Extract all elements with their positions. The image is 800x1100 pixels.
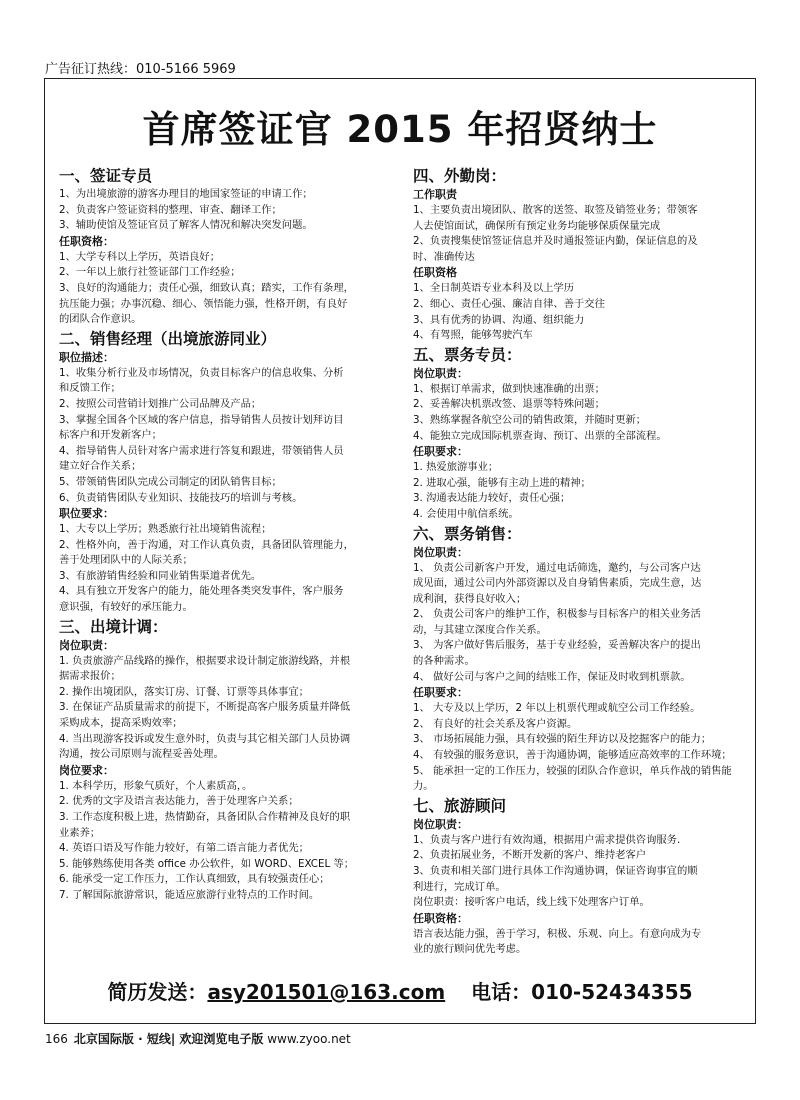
section-heading: 三、出境计调： — [59, 617, 168, 636]
text-line: 4、能独立完成国际机票查询、预订、出票的全部流程。 — [413, 429, 667, 442]
section-heading: 四、外勤岗： — [413, 167, 507, 185]
text-line: 的团队合作意识。 — [59, 313, 142, 326]
text-line: 1. 负责旅游产品线路的操作，根据要求设计制定旅游线路，并根 — [59, 654, 351, 667]
resume-label: 简历发送： — [107, 980, 208, 1004]
ad-title: 首席签证官 2015 年招贤纳士 — [142, 108, 658, 151]
text-line: 3、良好的沟通能力；责任心强，细致认真；踏实，工作有条理， — [59, 281, 354, 294]
text-line: 3、具有优秀的协调、沟通、组织能力 — [413, 313, 585, 326]
subsection-heading: 任职资格： — [413, 911, 468, 925]
text-line: 力。 — [413, 780, 434, 793]
section-heading: 一、签证专员 — [59, 167, 153, 185]
text-line: 2、 负责公司客户的维护工作，积极参与目标客户的相关业务活 — [413, 608, 701, 621]
text-line: 2. 操作出境团队，落实订房、订餐、订票等具体事宜； — [59, 685, 309, 698]
phone-label: 电话： — [471, 980, 532, 1004]
text-line: 4. 会使用中航信系统。 — [413, 507, 519, 520]
text-line: 2、按照公司营销计划推广公司品牌及产品； — [59, 397, 262, 410]
contact-email[interactable]: asy201501@163.com — [207, 980, 446, 1004]
subsection-heading: 岗位职责： — [59, 638, 114, 652]
recruitment-ad-frame — [44, 78, 756, 1024]
text-line: 7. 了解国际旅游常识，能适应旅游行业特点的工作时间。 — [59, 888, 320, 901]
text-line: 4、有驾照，能够驾驶汽车 — [413, 329, 533, 342]
website-link[interactable]: www.zyoo.net — [267, 1032, 351, 1046]
text-line: 善于处理团队中的人际关系； — [59, 554, 193, 567]
section-heading: 五、票务专员： — [413, 345, 522, 364]
text-line: 2、性格外向，善于沟通，对工作认真负责，具备团队管理能力， — [59, 538, 354, 551]
text-line: 2. 进取心强，能够有主动上进的精神； — [413, 476, 591, 489]
text-line: 业的旅行顾问优先考虑。 — [413, 943, 527, 956]
text-line: 1、全日制英语专业本科及以上学历 — [413, 282, 575, 295]
text-line: 2、负责搜集使馆签证信息并及时通报签证内勤，保证信息的及 — [413, 235, 698, 248]
section-heading: 七、旅游顾问 — [413, 796, 507, 815]
text-line: 时、准确传达 — [413, 250, 475, 263]
subsection-heading: 任职资格： — [59, 234, 114, 248]
text-line: 1、收集分析行业及市场情况，负责目标客户的信息收集、分析 — [59, 366, 344, 379]
text-line: 据需求报价； — [59, 670, 121, 683]
text-line: 和反馈工作； — [59, 382, 121, 395]
text-line: 2、 有良好的社会关系及客户资源。 — [413, 717, 578, 730]
subsection-heading: 任职要求： — [413, 445, 468, 459]
section-heading: 二、销售经理（出境旅游同业） — [59, 329, 277, 348]
text-line: 岗位职责：接听客户电话，线上线下处理客户订单。 — [413, 896, 650, 909]
text-line: 人去使馆面试，确保所有预定业务均能够保质保量完成 — [413, 219, 661, 232]
text-line: 6. 能承受一定工作压力，工作认真细致，具有较强责任心； — [59, 873, 330, 886]
text-line: 3. 工作态度积极上进，热情勤奋，具备团队合作精神及良好的职 — [59, 811, 351, 823]
right-column — [413, 165, 745, 958]
text-line: 2、一年以上旅行社签证部门工作经验； — [59, 266, 241, 279]
text-line: 2、细心、责任心强、廉洁自律、善于交往 — [413, 297, 605, 310]
text-line: 动，与其建立深度合作关系。 — [413, 623, 547, 636]
text-line: 3、 为客户做好售后服务，基于专业经验，妥善解决客户的提出 — [413, 639, 701, 652]
text-line: 3、辅助使馆及签证官员了解客人情况和解决突发问题。 — [59, 219, 313, 232]
page-footer — [45, 1030, 351, 1047]
subsection-heading: 岗位职责： — [413, 817, 468, 831]
text-line: 1、负责与客户进行有效沟通，根据用户需求提供咨询服务. — [413, 833, 681, 846]
ad-hotline: 广告征订热线：010-5166 5969 — [45, 62, 236, 77]
text-line: 4、 有较强的服务意识，善于沟通协调，能够适应高效率的工作环境； — [413, 749, 732, 762]
text-line: 标客户和开发新客户； — [59, 429, 162, 442]
text-line: 4. 英语口语及写作能力较好，有第二语言能力者优先； — [59, 842, 309, 855]
text-line: 的各种需求。 — [413, 655, 475, 668]
page-number: 166 — [45, 1032, 68, 1046]
subsection-heading: 任职要求： — [413, 686, 468, 700]
section-heading: 六、票务销售： — [413, 524, 522, 543]
text-line: 采购成本，提高采购效率； — [59, 717, 183, 730]
text-line: 语言表达能力强，善于学习，积极、乐观、向上。有意向成为专 — [413, 927, 702, 940]
text-line: 建立好合作关系； — [59, 460, 142, 473]
text-line: 5、带领销售团队完成公司制定的团队销售目标； — [59, 475, 282, 488]
text-line: 6、负责销售团队专业知识、技能技巧的培训与考核。 — [59, 491, 303, 504]
text-line: 2、负责拓展业务，不断开发新的客户、维持老客户 — [413, 849, 647, 862]
text-line: 3、熟练掌握各航空公司的销售政策，并随时更新； — [413, 413, 647, 426]
contact-footer — [45, 976, 755, 1005]
text-line: 成见面，通过公司内外部资源以及自身销售素质，完成生意，达 — [413, 577, 702, 590]
text-line: 业素养； — [59, 826, 101, 839]
text-line: 4、 做好公司与客户之间的结账工作，保证及时收到机票款。 — [413, 670, 691, 683]
subsection-heading: 岗位要求： — [59, 763, 114, 777]
text-line: 3. 沟通表达能力较好，责任心强； — [413, 492, 571, 505]
text-line: 5. 能够熟练使用各类 office 办公软件，如 WORD、EXCEL 等； — [59, 857, 355, 870]
text-line: 3、负责和相关部门进行具体工作沟通协调，保证咨询事宜的顺 — [413, 865, 698, 877]
text-line: 3、 市场拓展能力强，具有较强的陌生拜访以及挖掘客户的能力； — [413, 733, 712, 746]
subsection-heading: 任职资格 — [413, 266, 457, 280]
text-line: 成利润，获得良好收入； — [413, 592, 527, 605]
text-line: 4、指导销售人员针对客户需求进行答复和跟进，带领销售人员 — [59, 444, 344, 457]
subsection-heading: 岗位职责： — [413, 545, 468, 559]
text-line: 1、 负责公司新客户开发，通过电话筛选，邀约，与公司客户达 — [413, 561, 701, 574]
subsection-heading: 职位要求： — [59, 507, 114, 521]
publication-name: 北京国际版 · 短线| 欢迎浏览电子版 — [73, 1032, 264, 1046]
text-line: 3. 在保证产品质量需求的前提下，不断提高客户服务质量并降低 — [59, 701, 351, 714]
text-line: 沟通，按公司原则与流程妥善处理。 — [59, 748, 224, 761]
text-line: 利进行，完成订单。 — [413, 880, 506, 893]
text-line: 意识强，有较好的承压能力。 — [59, 601, 193, 614]
text-line: 1、 大专及以上学历，2 年以上机票代理或航空公司工作经验。 — [413, 702, 701, 715]
text-line: 1、大专以上学历；熟悉旅行社出境销售流程； — [59, 523, 272, 536]
text-line: 1. 热爱旅游事业； — [413, 461, 499, 474]
text-line: 1、根据订单需求，做到快速准确的出票； — [413, 382, 605, 395]
contact-phone: 010-52434355 — [531, 980, 693, 1004]
text-line: 抗压能力强；办事沉稳、细心、领悟能力强，性格开朗，有良好 — [59, 297, 348, 310]
text-line: 2、妥善解决机票改签、退票等特殊问题； — [413, 398, 605, 411]
text-line: 3、有旅游销售经验和同业销售渠道者优先。 — [59, 569, 262, 582]
text-line: 1、主要负责出境团队、散客的送签、取签及销签业务；带领客 — [413, 204, 698, 216]
text-line: 1、为出境旅游的游客办理目的地国家签证的申请工作； — [59, 188, 313, 200]
text-line: 1. 本科学历，形象气质好，个人素质高，。 — [59, 779, 253, 792]
left-column — [59, 165, 405, 904]
text-line: 4. 当出现游客投诉或发生意外时，负责与其它相关部门人员协调 — [59, 732, 351, 745]
subsection-heading: 职位描述： — [59, 350, 114, 364]
subsection-heading: 岗位职责： — [413, 366, 468, 380]
text-line: 5、 能承担一定的工作压力，较强的团队合作意识，单兵作战的销售能 — [413, 764, 732, 777]
subsection-heading: 工作职责 — [413, 188, 457, 201]
text-line: 2、负责客户签证资料的整理、审查、翻译工作； — [59, 203, 282, 216]
text-line: 4、具有独立开发客户的能力，能处理各类突发事件，客户服务 — [59, 585, 344, 598]
text-line: 3、掌握全国各个区域的客户信息，指导销售人员按计划拜访目 — [59, 413, 344, 426]
text-line: 2. 优秀的文字及语言表达能力，善于处理客户关系； — [59, 795, 299, 808]
text-line: 1、大学专科以上学历，英语良好； — [59, 250, 221, 263]
